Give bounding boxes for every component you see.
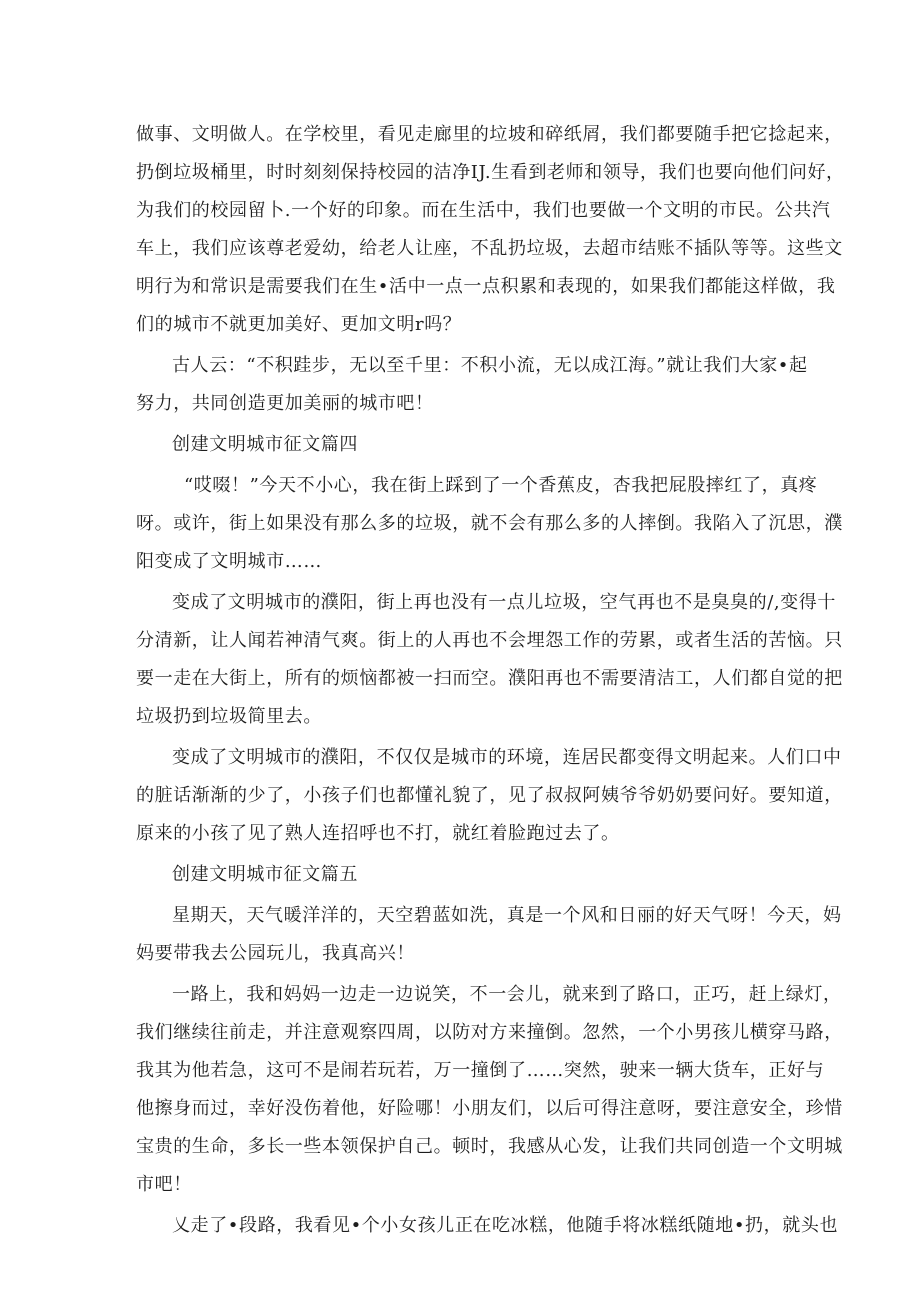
text-line: 他擦身而过，幸好没伤着他，好险哪！小朋友们，以后可得注意呀，要注意安全，珍惜 [136, 1098, 843, 1119]
text-line: 要一走在大街上，所有的烦恼都被一扫而空。濮阳再也不需要清洁工，人们都自觉的把 [136, 668, 843, 689]
text-line: 的脏话渐渐的少了，小孩子们也都懂礼貌了，见了叔叔阿姨爷爷奶奶要问好。要知道， [136, 785, 843, 806]
text-line: 努力，共同创造更加美丽的城市吧！ [136, 393, 434, 414]
text-line: 乂走了•段路，我看见•个小女孩儿正在吃冰糕，他随手将冰糕纸随地•扔，就头也 [172, 1215, 839, 1236]
text-line: 车上，我们应该尊老爱幼，给老人让座，不乱扔垃圾，去超市结账不插队等等。这些文 [136, 238, 843, 259]
text-line: “哎啜！”今天不小心，我在街上踩到了一个香蕉皮，杏我把屁股摔红了，真疼 [184, 475, 818, 496]
text-line: 变成了文明城市的濮阳，街上再也没有一点儿垃圾，空气再也不是臭臭的/,变得十 [172, 592, 836, 613]
paragraph [136, 739, 843, 853]
text-line: 原来的小孩了见了熟人连招呼也不打，就红着脸跑过去了。 [136, 823, 620, 844]
text-line: 古人云：“不积跬步，无以至千里：不积小流，无以成江海。”就让我们大家•起 [172, 355, 808, 376]
paragraph [136, 584, 843, 736]
section-heading: 创建文明城市征文篇四 [172, 434, 358, 455]
text-line: 呀。或许，街上如果没有那么多的垃圾，就不会有那么多的人摔倒。我陷入了沉思，濮 [136, 513, 843, 534]
text-line: 明行为和常识是需要我们在生•活中一点一点积累和表现的，如果我们都能这样做，我 [136, 276, 836, 297]
text-line: 一路上，我和妈妈一边走一边说笑，不一会儿，就来到了路口，正巧，赶上绿灯， [172, 984, 842, 1005]
text-line: 我其为他若急，这可不是闹若玩若，万一撞倒了……突然，驶来一辆大货车，正好与 [136, 1060, 825, 1081]
text-line: 垃圾扔到垃圾简里去。 [136, 706, 322, 727]
text-line: 做事、文明做人。在学校里，看见走廊里的垃坡和碎纸屑，我们都要随手把它捻起来， [136, 124, 843, 145]
text-line: 们的城市不就更加美好、更加文明r吗？ [136, 314, 462, 335]
paragraph [136, 467, 843, 581]
text-line: 妈要带我去公园玩儿，我真高兴！ [136, 943, 415, 964]
paragraph [136, 116, 845, 344]
text-line: 扔倒垃圾桶里，时时刻刻保持校园的洁净IJ.生看到老师和领导，我们也要向他们问好， [136, 162, 845, 183]
text-line: 分清新，让人闻若神清气爽。街上的人再也不会埋怨工作的劳累，或者生活的苦恼。只 [136, 630, 843, 651]
paragraph [136, 347, 808, 423]
paragraph [136, 1207, 839, 1245]
text-line: 变成了文明城市的濮阳，不仅仅是城市的环境，连居民都变得文明起来。人们口中 [172, 747, 842, 768]
text-line: 为我们的校园留卜.一个好的印象。而在生活中，我们也要做一个文明的市民。公共汽 [136, 200, 831, 221]
text-line: 市吧！ [136, 1174, 192, 1195]
text-line: 我们继续往前走，并注意观察四周，以防对方来撞倒。忽然，一个小男孩儿横穿马路， [136, 1022, 843, 1043]
text-line: 宝贵的生命，多长一些本领保护自己。顿时，我感从心发，让我们共同创造一个文明城 [136, 1136, 843, 1157]
text-line: 阳变成了文明城市…… [136, 551, 322, 572]
paragraph [136, 897, 842, 973]
paragraph [136, 976, 843, 1204]
text-line: 星期天，天气暖洋洋的，天空碧蓝如洗，真是一个风和日丽的好天气呀！今天，妈 [172, 905, 842, 926]
section-heading: 创建文明城市征文篇五 [172, 864, 358, 885]
